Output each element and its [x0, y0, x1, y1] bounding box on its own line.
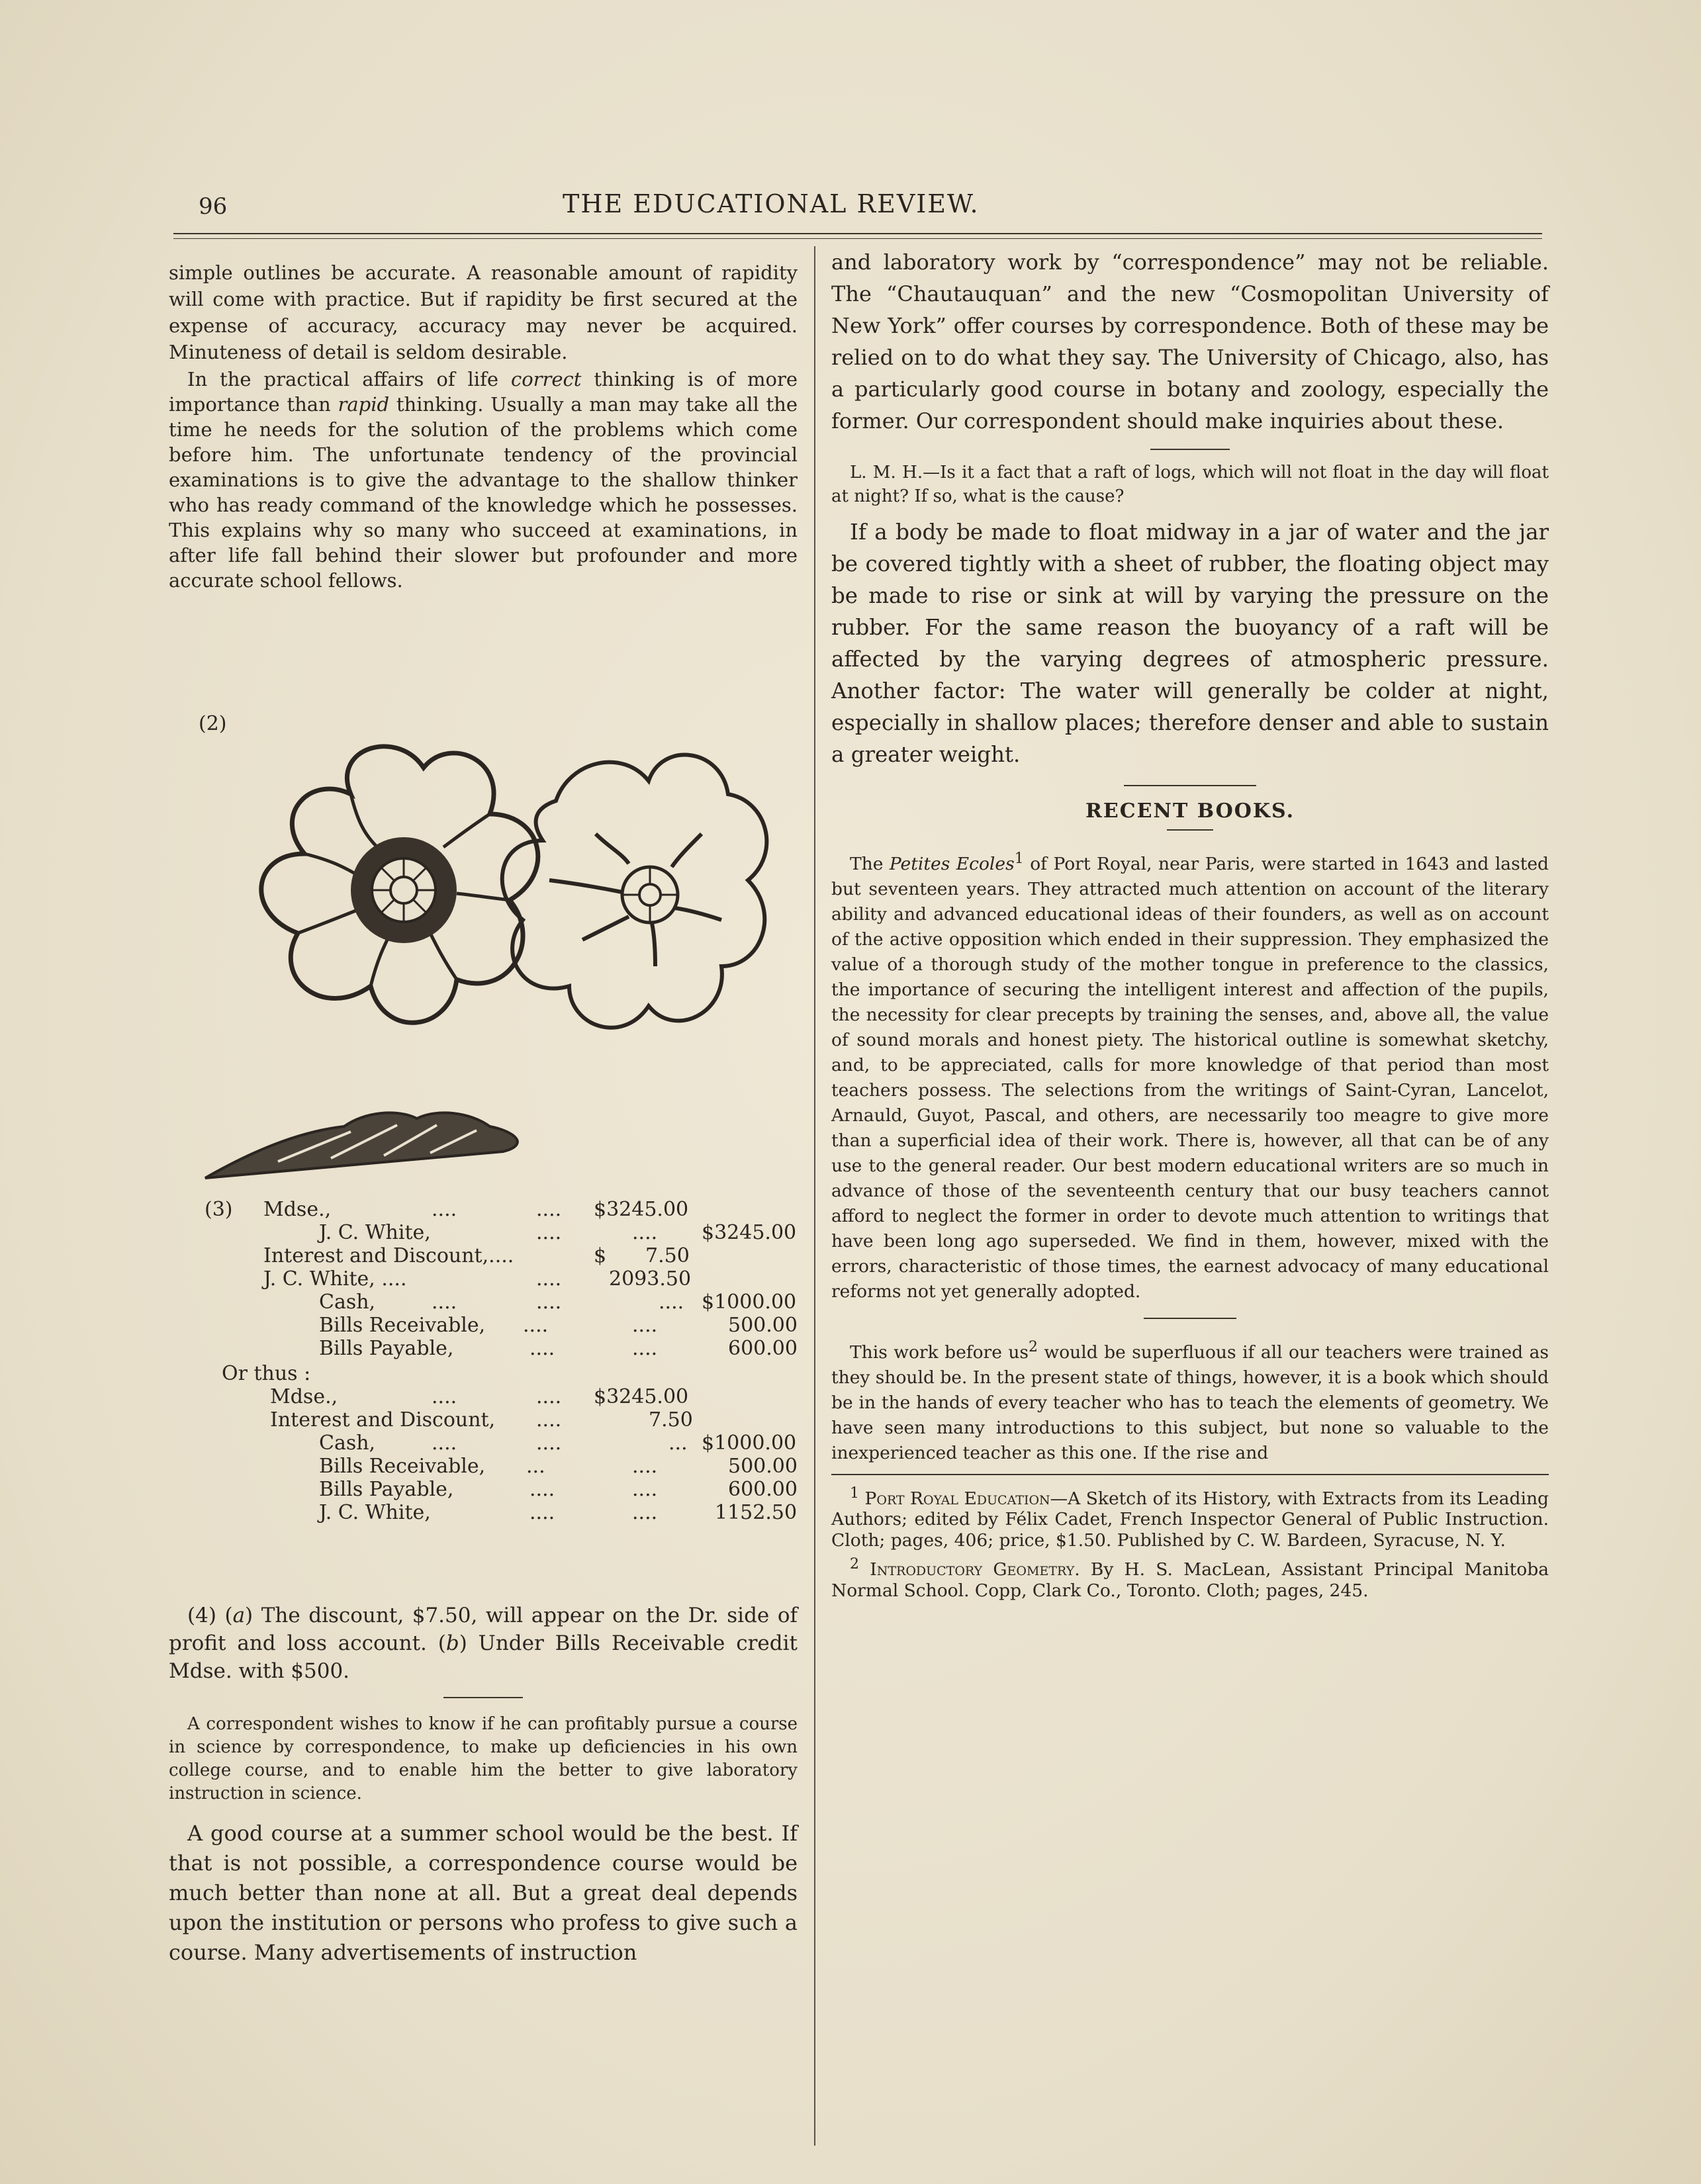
answer-continuation: and laboratory work by “correspondence” may not be reliable. The “Chautauquan” and the new “Cosmopolitan University of New York” offer courses by correspondence. Both of these may be relied on to do what they say. The University of Chicago, also, has a particularly good course in botany and zoology, especially the former. Our correspondent should make inquiries about these. [831, 250, 1549, 433]
review-geometry [831, 1335, 1549, 1466]
journal-leader: .... [632, 1501, 658, 1524]
figure-label: (2) [199, 712, 227, 735]
paragraph-thinking [169, 367, 798, 593]
footnote-rule [831, 1474, 1549, 1475]
section-rule [1150, 449, 1230, 450]
paragraph-accuracy: simple outlines be accurate. A reasonable amount of rapidity will come with practice. But if rapidity be first secured at the expense of accuracy, accuracy may never be acquired. Minuteness of detail is seldom desirable. [169, 261, 798, 363]
journal-leader: .... [529, 1501, 555, 1524]
text-run: thinking. Usually a man may take all the time he needs for the solution of the problems which come before him. The unfortunate tendency of the provincial examinations is to give the advantage to the shallow thinker who has ready command of the knowledge which he possesses. This explains why so many who succeed at examinations, in after life fall behind their slower but profounder and more accurate school fellows. [169, 393, 798, 592]
journal-leader: .... [632, 1455, 658, 1478]
journal-debit: 2093.50 [609, 1267, 692, 1291]
answer-raft: If a body be made to float midway in a jar of water and the jar be covered tightly with a sheet of rubber, the floating object may be made to rise or sink at will by varying the pressure on the rubber. For the same reason the buoyancy of a raft will be affected by the varying degrees of atmospheric pressure. Another factor: The water will generally be colder at night, especially in shallow places; therefore denser and able to sustain a greater weight. [831, 520, 1549, 767]
emphasis-correct: correct [510, 368, 582, 390]
journal-account-name: Mdse., [263, 1198, 332, 1221]
journal-leader: .... [536, 1221, 562, 1244]
journal-debit: $3245.00 [594, 1385, 689, 1408]
section-rule [443, 1697, 523, 1698]
header-rule [173, 233, 1542, 234]
emphasis-a: a [232, 1604, 246, 1627]
answer-summer-school: A good course at a summer school would be the best. If that is not possible, a correspondence course would be much better than none at all. But a great deal depends upon the institution or persons who profess to give such a course. Many advertisements of instruction [169, 1821, 798, 1965]
journal-account-name: Bills Payable, [319, 1478, 454, 1501]
text-run: of Port Royal, near Paris, were started in 1643 and lasted but seventeen years. They attracted much attention on account of the literary ability and advanced educational ideas of their founders, as well as on account of the active opposition which ended in their suppression. They emphasized the value of a thorough study of the mother tongue in preference to the classics, the importance of securing the intelligent interest and affection of the pupils, the necessity for clear precepts by training the senses, and, above all, the value of sound morals and honest piety. The historical outline is somewhat sketchy, and, to be appreciated, calls for more knowledge of that period than most teachers possess. The selections from the writings of Saint-Cyran, Lancelot, Arnauld, Guyot, Pascal, and others, are necessarily too meagre to give more than a superficial idea of their work. There is, however, all that can be of any use to the general reader. Our best modern educational writers are so much in advance of those of the seventeenth century that our busy teachers cannot afford to neglect the former in order to devote much attention to writings that have been long ago superseded. We find in them, however, mixed with the errors, characteristic of those times, the earnest advocacy of many educational reforms not yet generally adopted. [831, 853, 1549, 1302]
journal-credit: 600.00 [728, 1478, 798, 1501]
journal-credit: 1152.50 [715, 1501, 798, 1524]
footnote-mark: 1 [850, 1484, 860, 1502]
question-correspondent: A correspondent wishes to know if he can profitably pursue a course in science by correspondence, to make up deficiencies in his own college course, and to enable him the better to give laboratory instruction in science. [169, 1714, 798, 1803]
journal-credit: 500.00 [728, 1314, 798, 1337]
journal-account-name: Cash, [319, 1432, 376, 1455]
journal-leader: .... [536, 1408, 562, 1432]
running-title: THE EDUCATIONAL REVIEW. [563, 189, 980, 218]
footnote-title: Port Royal Education [864, 1488, 1050, 1509]
journal-debit: $3245.00 [594, 1198, 689, 1221]
journal-debit: 7.50 [645, 1244, 690, 1267]
journal-account-name: Mdse., [270, 1385, 338, 1408]
journal-leader: .... [529, 1478, 555, 1501]
journal-leader: .... [659, 1291, 684, 1314]
journal-leader: .... [632, 1478, 658, 1501]
journal-leader: .... [432, 1385, 457, 1408]
journal-leader: .... [632, 1221, 658, 1244]
journal-account-name: Bills Receivable, [319, 1455, 486, 1478]
text-run: ) The discount, $7.50, will appear on the Dr. side of profit and loss account. ( [169, 1604, 798, 1655]
text-run: ) Under Bills Receivable credit Mdse. with $500. [169, 1631, 798, 1683]
header-rule-thin [173, 238, 1542, 239]
text-run: thinking is of more importance than [169, 368, 798, 416]
journal-leader: .... [536, 1385, 562, 1408]
journal-leader: .... [632, 1314, 658, 1337]
journal-leader: .... [523, 1314, 549, 1337]
footnote-mark: 2 [850, 1556, 860, 1573]
page-number: 96 [199, 193, 228, 220]
review-port-royal [831, 846, 1549, 1304]
journal-account-name: J. C. White, [319, 1221, 431, 1244]
left-column [169, 259, 798, 593]
journal-leader: .... [529, 1337, 555, 1360]
journal-dollar-sign: $ [594, 1244, 607, 1267]
journal-leader: ... [526, 1455, 545, 1478]
paragraph-discount [169, 1602, 798, 1685]
text-run: This work before us [850, 1342, 1029, 1363]
section-rule-short [1167, 829, 1213, 831]
book-title-petites-ecoles: Petites Ecoles [889, 853, 1015, 874]
journal-account-name: Bills Receivable, [319, 1314, 486, 1337]
journal-debit: 7.50 [649, 1408, 693, 1432]
journal-credit: 500.00 [728, 1455, 798, 1478]
journal-leader: ... [668, 1432, 688, 1455]
journal-leader: .... [536, 1432, 562, 1455]
journal-credit: $3245.00 [702, 1221, 797, 1244]
emphasis-rapid: rapid [338, 393, 390, 416]
footnote-ref-2: 2 [1029, 1338, 1038, 1355]
footnote-2 [831, 1554, 1549, 1602]
flower-illustration [199, 721, 781, 1185]
left-column-lower [169, 1602, 798, 1968]
journal-leader: .... [632, 1337, 658, 1360]
journal-credit: 600.00 [728, 1337, 798, 1360]
journal-account-name: J. C. White, .... [263, 1267, 407, 1291]
text-run: By H. S. MacLean, Assistant Principal Manitoba Normal School. Copp, Clark Co., Toronto. Cloth; pages, 245. [831, 1559, 1549, 1602]
footnote-title: Introductory Geometry. [870, 1559, 1080, 1580]
journal-account-name: Interest and Discount,.... [263, 1244, 514, 1267]
journal-leader: .... [536, 1198, 562, 1221]
emphasis-b: b [445, 1631, 459, 1655]
text-run: In the practical affairs of life [187, 368, 511, 390]
journal-account-name: Cash, [319, 1291, 376, 1314]
footnote-ref-1: 1 [1014, 850, 1024, 867]
or-thus-label: Or thus : [222, 1362, 311, 1385]
journal-account-name: J. C. White, [319, 1501, 431, 1524]
entry-number-3: (3) [205, 1198, 233, 1221]
question-raft: L. M. H.—Is it a fact that a raft of logs, which will not float in the day will float at night? If so, what is the cause? [831, 463, 1549, 506]
journal-credit: $1000.00 [702, 1291, 797, 1314]
right-column [831, 246, 1549, 1602]
journal-leader: .... [432, 1198, 457, 1221]
section-rule [1144, 1318, 1236, 1319]
text-run: would be superfluous if all our teachers were trained as they should be. In the present state of things, however, it is a book which should be in the hands of every teacher who has to teach the elements of geometry. We have seen many introductions to this subject, but none so valuable to the inexperienced teacher as this one. If the rise and [831, 1342, 1549, 1463]
text-run: The [850, 853, 890, 874]
journal-credit: $1000.00 [702, 1432, 797, 1455]
journal-leader: .... [432, 1291, 457, 1314]
footnote-1 [831, 1483, 1549, 1552]
section-rule [1124, 785, 1256, 786]
journal-leader: .... [432, 1432, 457, 1455]
journal-account-name: Bills Payable, [319, 1337, 454, 1360]
column-divider [814, 246, 815, 2146]
journal-leader: .... [536, 1291, 562, 1314]
text-run: —A Sketch of its History, with Extracts from its Leading Authors; edited by Félix Cadet, French Inspector General of Public Instruction. Cloth; pages, 406; price, $1.50. Published by C. W. Bardeen, Syracuse, N. Y. [831, 1488, 1549, 1551]
journal-leader: .... [536, 1267, 562, 1291]
journal-account-name: Interest and Discount, [270, 1408, 496, 1432]
section-heading-recent-books: RECENT BOOKS. [1085, 799, 1295, 823]
text-run: (4) ( [187, 1604, 233, 1627]
